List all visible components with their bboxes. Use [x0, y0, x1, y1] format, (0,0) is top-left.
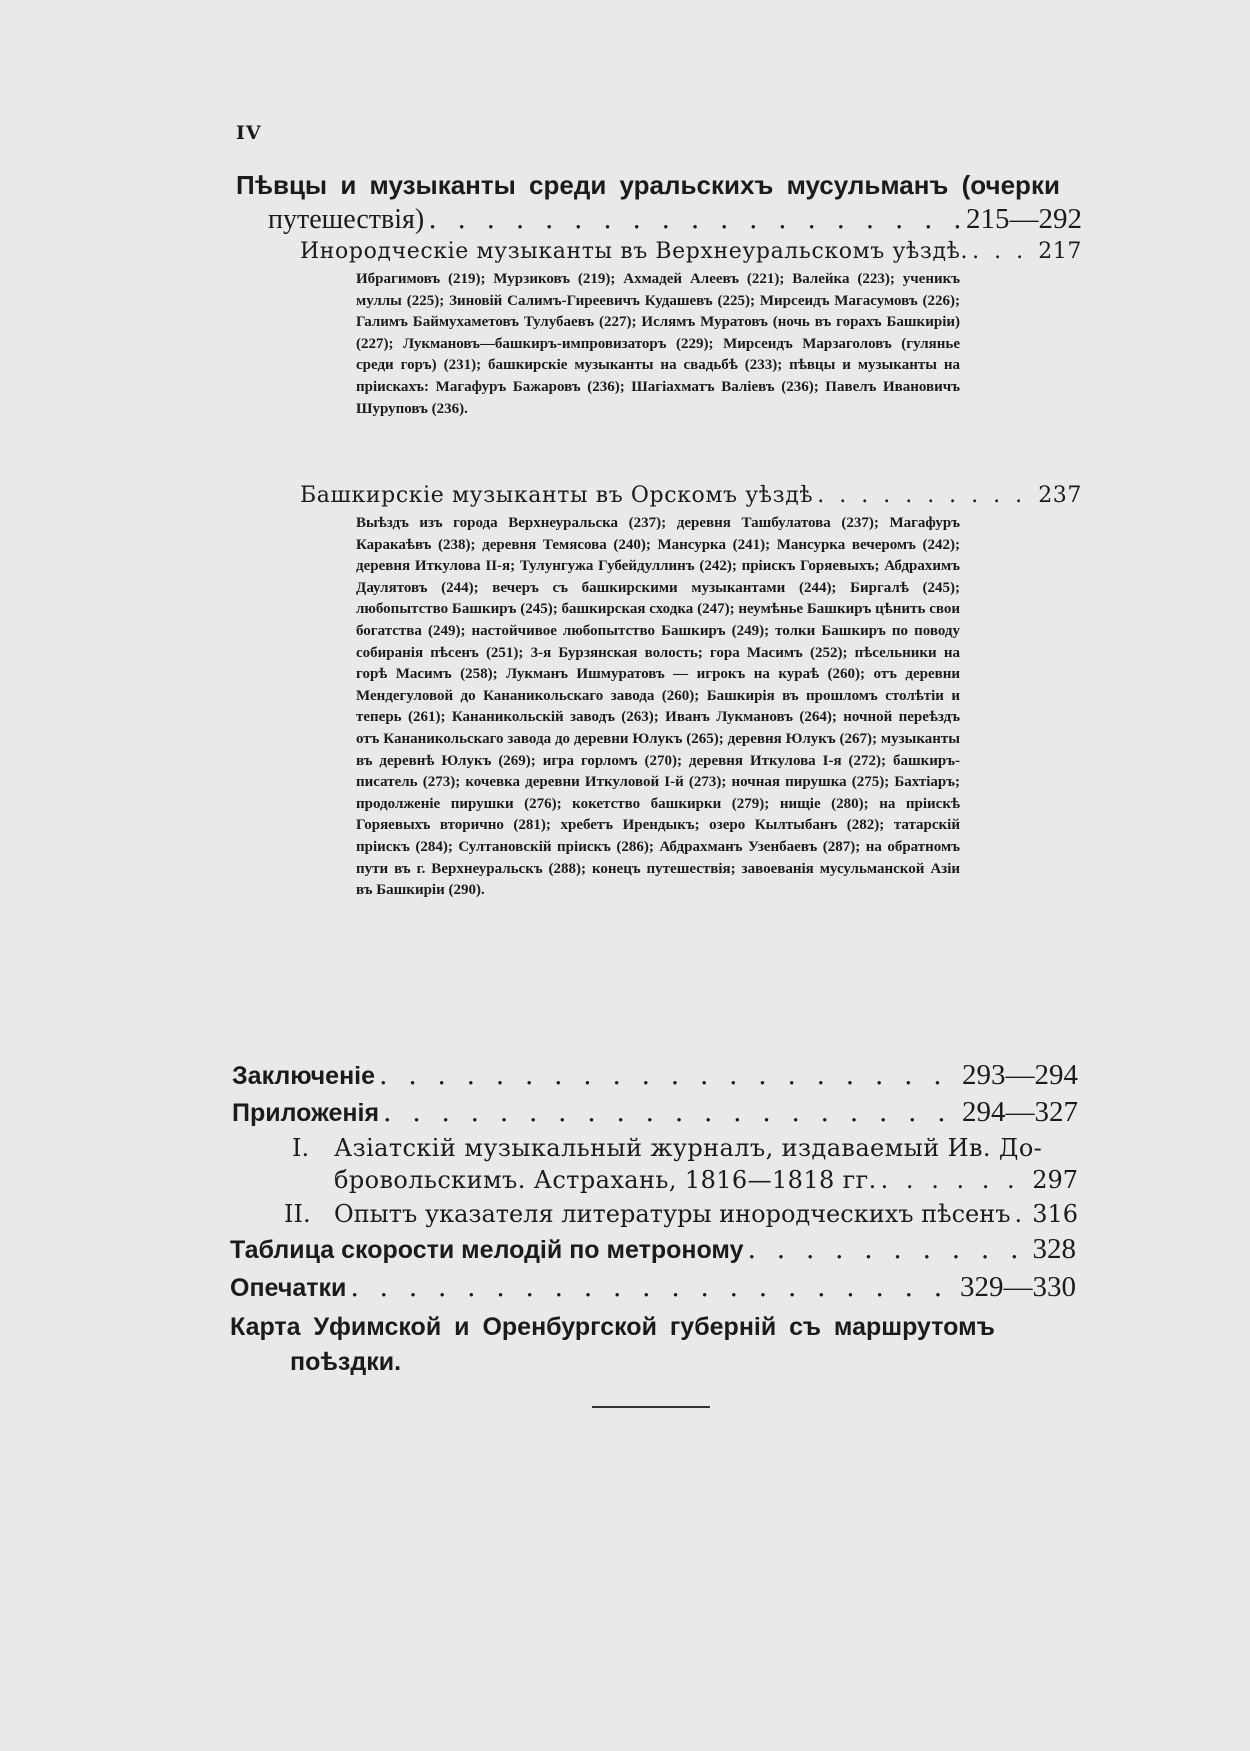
dot-leader	[881, 1166, 1029, 1194]
page-number-ref: 237	[1038, 483, 1082, 508]
page-number-ref: 217	[1038, 239, 1082, 264]
toc-entry-title: Опечатки	[230, 1274, 347, 1302]
toc-entry-details: Ибрагимовъ (219); Мурзиковъ (219); Ахмадей Алеевъ (221); Валейка (223); ученикъ муллы (225); Зиновій Салимъ-Гиреевичъ Кудашевъ (225); Мирсеидъ Магасумовъ (226); Галимъ Баймухаметовъ Тулубаевъ (227); Ислямъ Муратовъ (ночь въ горахъ Башкиріи) (227); Лукмановъ—башкиръ-импровизаторъ (229); Мирсеидъ Марзаголовъ (гулянье среди горъ) (231); башкирскіе музыканты на свадьбѣ (233); пѣвцы и музыканты на пріискахъ: Магафуръ Бажаровъ (236); Шагіахматъ Валіевъ (236); Павелъ Ивановичъ Шуруповъ (236).	[356, 271, 960, 417]
dot-leader	[747, 1234, 1028, 1265]
toc-entry-orsk	[300, 483, 1082, 508]
appendix-numeral: I.	[292, 1134, 310, 1162]
toc-entry-title: Башкирскіе музыканты въ Орскомъ уѣздѣ	[300, 483, 814, 508]
toc-entry-title: Приложенія	[232, 1099, 380, 1127]
appendix-title: Опытъ указателя литературы инородческихъ пѣсенъ	[334, 1200, 1011, 1228]
page-range: 293—294	[962, 1059, 1078, 1091]
page-number: IV	[236, 122, 262, 144]
appendix-title-cont: бровольскимъ. Астрахань, 1816—1818 гг.	[334, 1166, 877, 1194]
toc-entry-verkhneuralsk	[300, 239, 1082, 264]
toc-entry-title: Инородческіе музыканты въ Верхнеуральскомъ уѣздѣ.	[300, 239, 969, 264]
toc-entry-karta	[230, 1310, 995, 1380]
toc-entry-appendix-1	[292, 1134, 1078, 1194]
page-number-ref: 316	[1032, 1200, 1078, 1228]
toc-entry-title: Таблица скорости мелодій по метроному	[230, 1236, 744, 1264]
toc-entry-title-cont: путешествія)	[268, 204, 425, 235]
toc-entry-title: Пѣвцы и музыканты среди уральскихъ мусульманъ (очерки	[236, 170, 1060, 200]
dot-leader	[350, 1272, 956, 1303]
toc-entry-tablitsa	[230, 1233, 1076, 1266]
toc-entry-zaklyuchenie	[232, 1059, 1078, 1092]
page-range: 215—292	[966, 203, 1082, 235]
dot-leader	[383, 1097, 958, 1128]
dot-leader	[972, 239, 1034, 264]
toc-entry-title-cont: поѣздки.	[290, 1348, 402, 1376]
toc-entry-title: Карта Уфимской и Оренбургской губерній съ маршрутомъ	[230, 1313, 995, 1341]
dot-leader	[428, 204, 962, 235]
page-range: 329—330	[960, 1271, 1076, 1303]
dot-leader	[379, 1060, 958, 1091]
toc-entry-details: Выѣздъ изъ города Верхнеуральска (237); деревня Ташбулатова (237); Магафуръ Каракаѣвъ (238); деревня Темясова (240); Мансурка (241); Мансурка вечеромъ (242); деревня Иткулова II-я; Тулунгужа Губейдуллинъ (242); пріискъ Горяевыхъ; Абдрахимъ Даулятовъ (244); вечеръ съ башкирскими музыкантами (244); Биргалѣ (245); любопытство Башкиръ (245); башкирская сходка (247); неумѣнье Башкиръ цѣнить свои богатства (249); настойчивое любопытство Башкиръ (249); толки Башкиръ по поводу собиранія пѣсенъ (251); 3-я Бурзянская волость; гора Масимъ (252); пѣсельники на горѣ Масимъ (258); Лукманъ Ишмуратовъ — игрокъ на кураѣ (260); отъ деревни Мендегуловой до Кананикольскаго завода (260); Башкирія въ прошломъ столѣтіи и теперь (261); Кананикольскій заводъ (263); Иванъ Лукмановъ (264); ночной переѣздъ отъ Кананикольскаго завода до деревни Юлукъ (265); деревня Юлукъ (267); музыканты въ деревнѣ Юлукъ (269); игра горломъ (270); деревня Иткулова I-я (272); башкиръ-писатель (273); кочевка деревни Иткуловой I-й (273); ночная пирушка (275); Бахтіаръ; продолженіе пирушки (276); кокетство башкирки (279); нищіе (280); на пріискѣ Горяевыхъ вторично (281); хребетъ Ирендыкъ; озеро Кылтыбанъ (282); татарскій пріискъ (284); Султановскій пріискъ (286); Абдрахманъ Узенбаевъ (287); на обратномъ пути въ г. Верхнеуральскъ (288); конецъ путешествія; завоеванія мусульманской Азіи въ Башкиріи (290).	[356, 515, 960, 899]
toc-entry-pevtsy	[236, 170, 1082, 236]
toc-entry-title: Заключеніе	[232, 1062, 376, 1090]
page-number-ref: 297	[1032, 1166, 1078, 1194]
toc-entry-opechatki	[230, 1271, 1076, 1304]
closing-rule	[592, 1406, 710, 1408]
toc-entry-prilozheniya	[232, 1096, 1078, 1129]
appendix-numeral: II.	[284, 1200, 311, 1228]
page-range: 294—327	[962, 1096, 1078, 1128]
appendix-title: Азіатскій музыкальный журналъ, издаваемый Ив. До-	[334, 1134, 1043, 1162]
page-number-ref: 328	[1032, 1233, 1076, 1265]
toc-entry-appendix-2	[284, 1200, 1078, 1228]
dot-leader	[1015, 1200, 1029, 1228]
dot-leader	[817, 483, 1034, 508]
